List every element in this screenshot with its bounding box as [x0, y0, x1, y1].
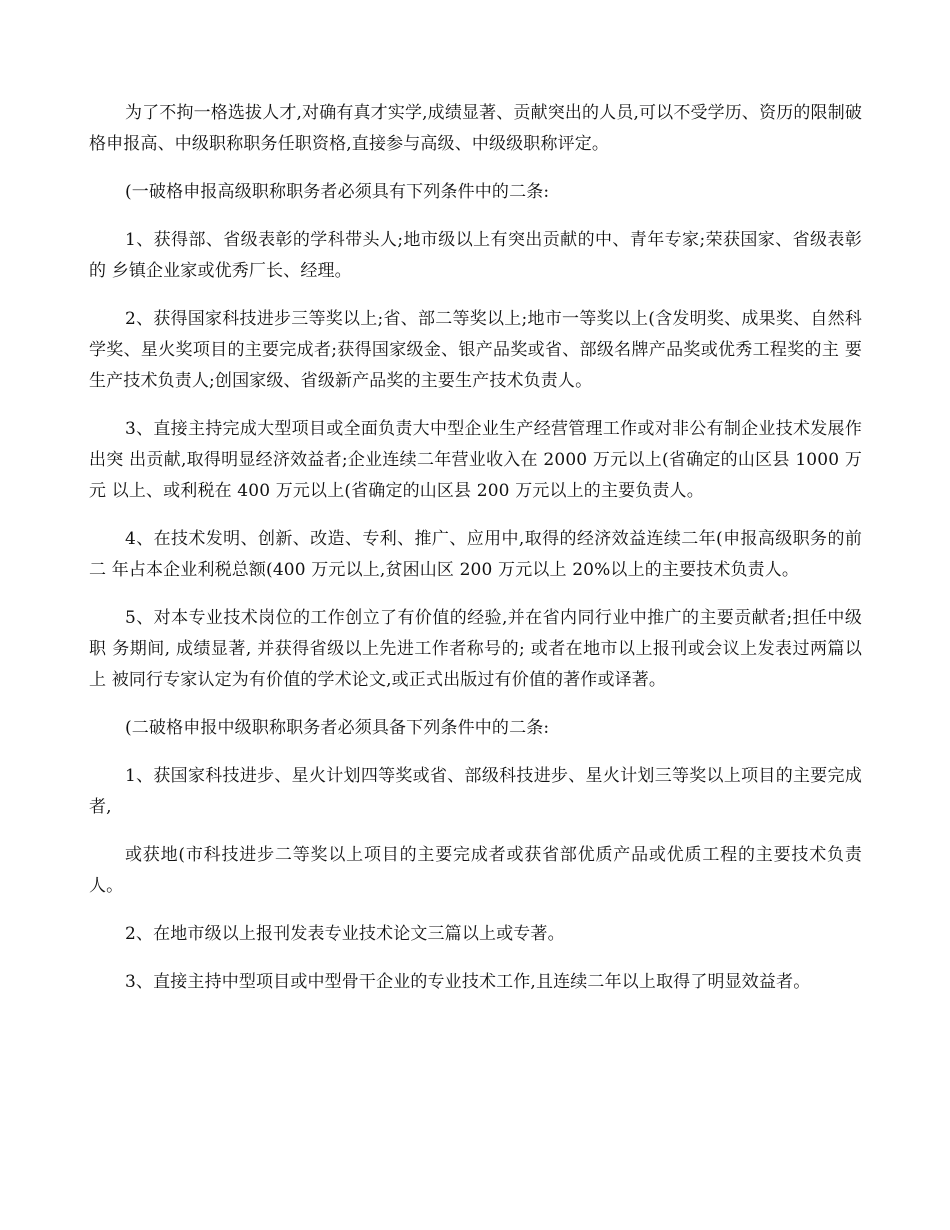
- intermediate-criteria-heading: (二破格申报中级职称职务者必须具备下列条件中的二条:: [125, 718, 550, 738]
- senior-criterion-1: 1、获得部、省级表彰的学科带头人;地市级以上有突出贡献的中、青年专家;荣获国家、省级表彰的 乡镇企业家或优秀厂长、经理。: [89, 230, 862, 281]
- senior-criteria-heading: (一破格申报高级职称职务者必须具有下列条件中的二条:: [125, 182, 550, 202]
- intermediate-criterion-2: 2、在地市级以上报刊发表专业技术论文三篇以上或专著。: [125, 924, 565, 944]
- intro-paragraph: 为了不拘一格选拔人才,对确有真才实学,成绩显著、贡献突出的人员,可以不受学历、资历的限制破 格申报高、中级职称职务任职资格,直接参与高级、中级级职称评定。: [89, 103, 862, 154]
- intermediate-criterion-3: 3、直接主持中型项目或中型骨干企业的专业技术工作,且连续二年以上取得了明显效益者。: [125, 972, 811, 992]
- intermediate-criterion-1: 1、获国家科技进步、星火计划四等奖或省、部级科技进步、星火计划三等奖以上项目的主要完成者,: [89, 766, 862, 817]
- senior-criterion-4: 4、在技术发明、创新、改造、专利、推广、应用中,取得的经济效益连续二年(申报高级职务的前二 年占本企业利税总额(400 万元以上,贫困山区 200 万元以上 20%以上的主要技术负责人。: [89, 529, 862, 580]
- senior-criterion-3: 3、直接主持完成大型项目或全面负责大中型企业生产经营管理工作或对非公有制企业技术发展作出突 出贡献,取得明显经济效益者;企业连续二年营业收入在 2000 万元以上(省确定的山区县 1000 万元 以上、或利税在 400 万元以上(省确定的山区县 200 万元以上的主要负责人。: [89, 419, 862, 501]
- senior-criterion-5: 5、对本专业技术岗位的工作创立了有价值的经验,并在省内同行业中推广的主要贡献者;担任中级职 务期间, 成绩显著, 并获得省级以上先进工作者称号的; 或者在地市以上报刊或会议上发表过两篇以上 被同行专家认定为有价值的学术论文,或正式出版过有价值的著作或译著。: [89, 608, 862, 690]
- senior-criterion-2: 2、获得国家科技进步三等奖以上;省、部二等奖以上;地市一等奖以上(含发明奖、成果奖、自然科 学奖、星火奖项目的主要完成者;获得国家级金、银产品奖或省、部级名牌产品奖或优秀工程奖的主 要生产技术负责人;创国家级、省级新产品奖的主要生产技术负责人。: [89, 309, 862, 391]
- intermediate-criterion-1-continued: 或获地(市科技进步二等奖以上项目的主要完成者或获省部优质产品或优质工程的主要技术负责人。: [89, 845, 862, 896]
